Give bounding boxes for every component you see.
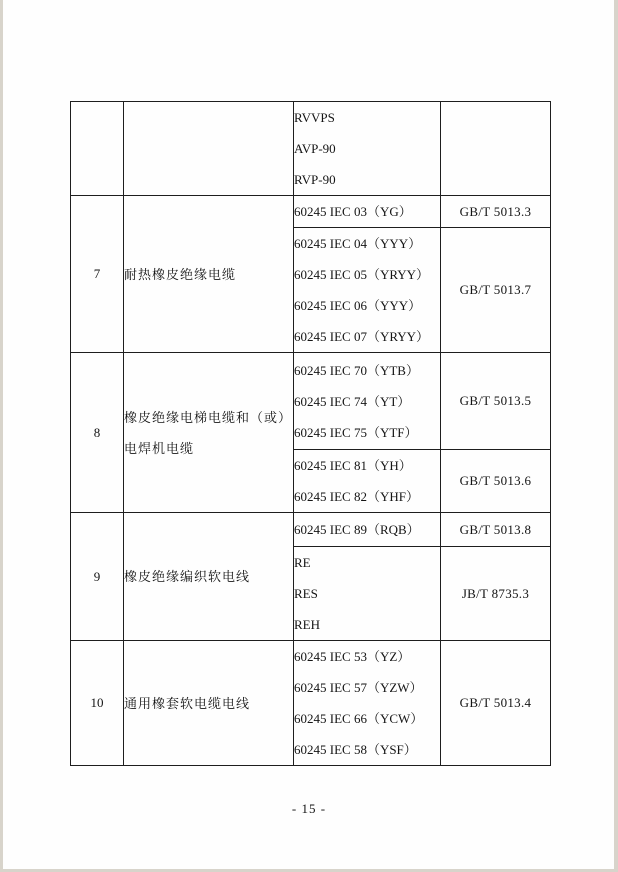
model-code-line: 60245 IEC 82（YHF） <box>294 489 419 504</box>
model-code-line: AVP-90 <box>294 141 336 156</box>
model-code-cell <box>294 228 441 353</box>
model-code-cell <box>294 513 441 547</box>
model-code-line: 60245 IEC 58（YSF） <box>294 742 417 757</box>
cable-type-cell: 通用橡套软电缆电线 <box>124 641 294 766</box>
table-row-7a <box>71 196 551 228</box>
model-code-line: 60245 IEC 57（YZW） <box>294 680 423 695</box>
model-code-cell <box>294 196 441 228</box>
cable-type-cell: 橡皮绝缘编织软电线 <box>124 513 294 641</box>
model-code-cell <box>294 353 441 450</box>
table-row-9a <box>71 513 551 547</box>
model-code-line: 60245 IEC 05（YRYY） <box>294 267 430 282</box>
table-row-6-continuation <box>71 102 551 196</box>
standard-code-cell: GB/T 5013.5 <box>441 353 551 450</box>
standard-code-cell: GB/T 5013.7 <box>441 228 551 353</box>
model-code-line: 60245 IEC 06（YYY） <box>294 298 422 313</box>
standard-code-cell <box>441 102 551 196</box>
standard-code-cell: GB/T 5013.8 <box>441 513 551 547</box>
model-code-cell <box>294 102 441 196</box>
model-code-line: 60245 IEC 03（YG） <box>294 204 412 219</box>
cable-standards-table <box>70 101 551 766</box>
model-code-line: 60245 IEC 66（YCW） <box>294 711 424 726</box>
page-edge-right <box>614 0 618 872</box>
model-code-line: 60245 IEC 75（YTF） <box>294 424 418 440</box>
standard-code-cell: GB/T 5013.3 <box>441 196 551 228</box>
model-code-line: RE <box>294 555 311 570</box>
model-code-line: 60245 IEC 70（YTB） <box>294 362 419 378</box>
model-code-line: RVP-90 <box>294 172 336 187</box>
row-number-cell <box>71 102 124 196</box>
row-number-cell: 7 <box>71 196 124 353</box>
model-code-line: 60245 IEC 53（YZ） <box>294 649 411 664</box>
model-code-cell <box>294 547 441 641</box>
table-row-8a <box>71 353 551 450</box>
model-code-line: RES <box>294 586 318 601</box>
model-code-line: 60245 IEC 07（YRYY） <box>294 329 430 344</box>
standard-code-cell: GB/T 5013.4 <box>441 641 551 766</box>
model-code-line: 60245 IEC 04（YYY） <box>294 236 422 251</box>
row-number-cell: 8 <box>71 353 124 513</box>
row-number-cell: 9 <box>71 513 124 641</box>
table-row-10 <box>71 641 551 766</box>
page-edge-left <box>0 0 3 872</box>
model-code-cell <box>294 641 441 766</box>
cable-type-cell: 橡皮绝缘电梯电缆和（或）电焊机电缆 <box>124 353 294 513</box>
model-code-line: 60245 IEC 89（RQB） <box>294 522 420 537</box>
cable-type-cell <box>124 102 294 196</box>
model-code-line: 60245 IEC 74（YT） <box>294 393 411 409</box>
cable-type-cell: 耐热橡皮绝缘电缆 <box>124 196 294 353</box>
model-code-line: RVVPS <box>294 110 335 125</box>
model-code-cell <box>294 450 441 513</box>
model-code-line: REH <box>294 617 320 632</box>
standard-code-cell: GB/T 5013.6 <box>441 450 551 513</box>
page-number: - 15 - <box>291 801 327 816</box>
row-number-cell: 10 <box>71 641 124 766</box>
standard-code-cell: JB/T 8735.3 <box>441 547 551 641</box>
model-code-line: 60245 IEC 81（YH） <box>294 458 412 473</box>
